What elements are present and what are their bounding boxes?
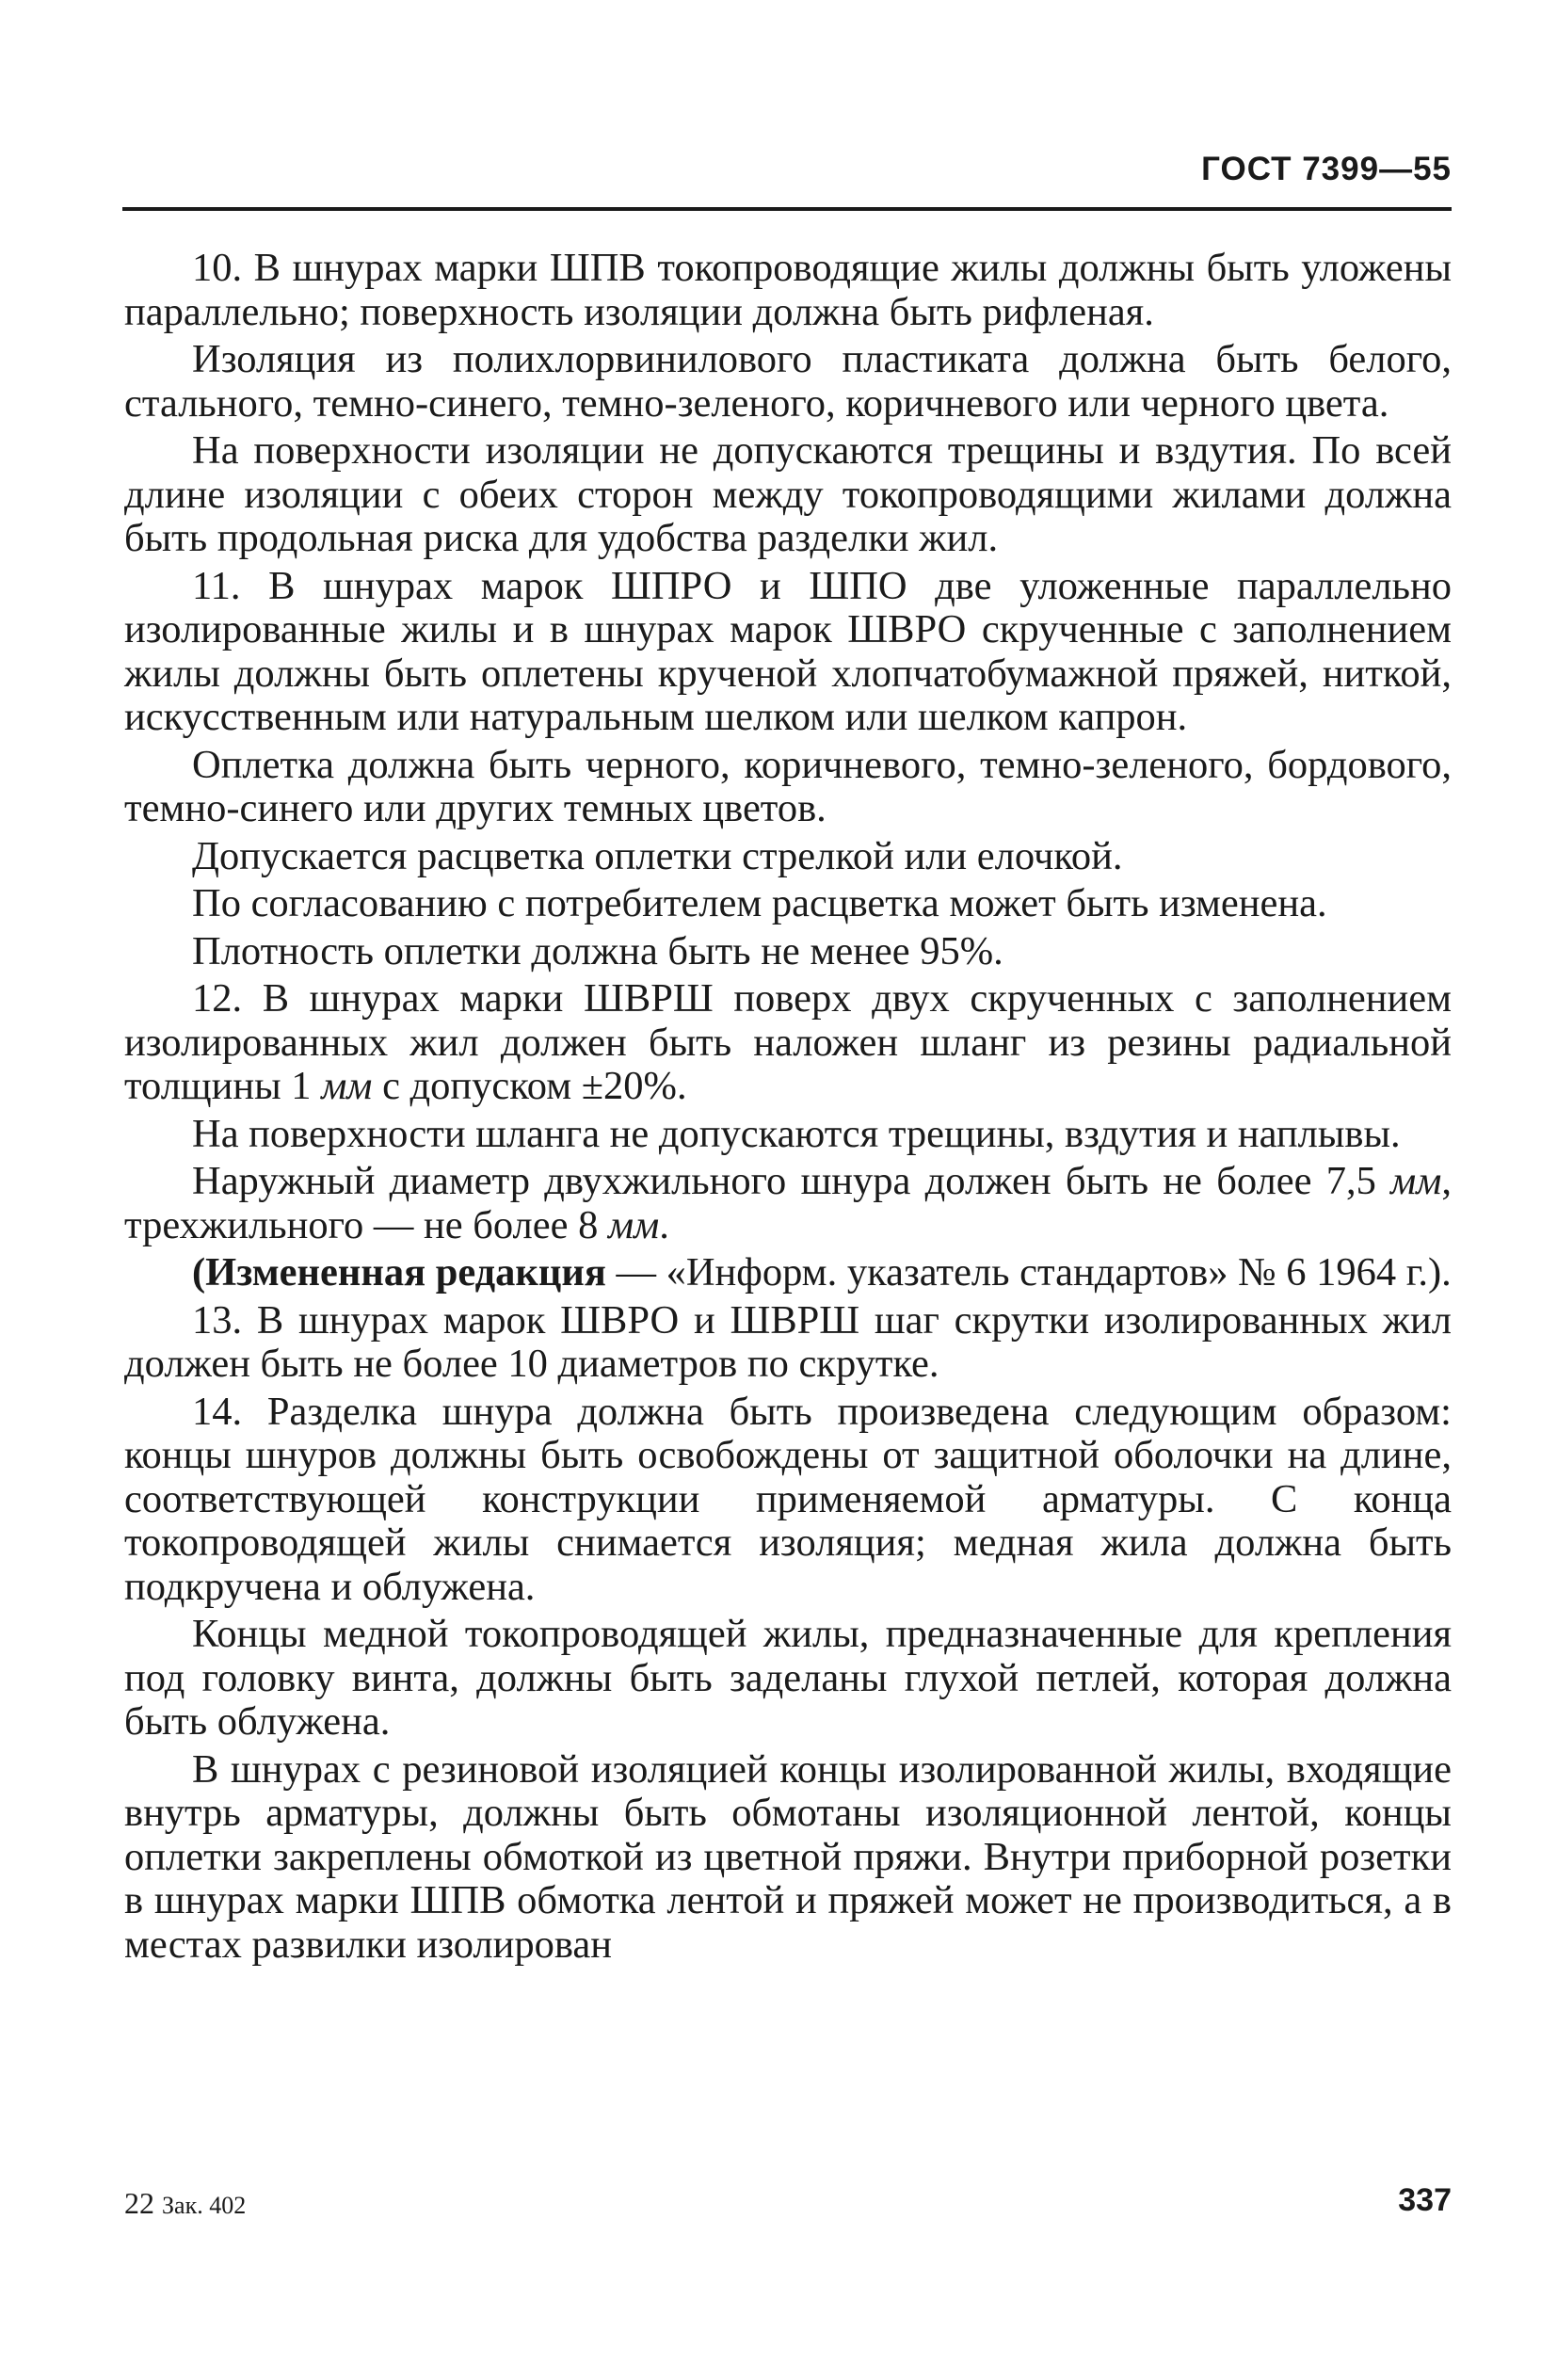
paragraph-braid-color: Оплетка должна быть черного, коричневого, темно-зеленого, бордового, темно-синего или других темных цветов. (124, 742, 1452, 830)
print-order-note (124, 2186, 246, 2221)
paragraph-revision-note (124, 1251, 1452, 1295)
header-rule (122, 207, 1452, 211)
page-number: 337 (1398, 2182, 1452, 2218)
unit-mm-2: мм (1390, 1159, 1442, 1203)
paragraph-braid-agreement: По согласованию с потребителем расцветка может быть изменена. (192, 881, 1327, 925)
outer-diameter-three-core: , трехжильного — не более 8 (124, 1159, 1453, 1247)
paragraph-13: 13. В шнурах марок ШВРО и ШВРШ шаг скрутки изолированных жил должен быть не более 10 диаметров по скрутке. (124, 1297, 1452, 1386)
signature-number: 22 (124, 2186, 154, 2220)
paragraph-14: 14. Разделка шнура должна быть произведена следующим образом: концы шнуров должны быть освобождены от защитной оболочки на длине, соответствующей конструкции применяемой арматуры. С конца токопроводящей жилы снимается изоляция; медная жила должна быть подкручена и облужена. (124, 1389, 1452, 1609)
paragraph-12-text: 12. В шнурах марки ШВРШ поверх двух скрученных с заполнением изолированных жил должен быть наложен шланг из резины радиальной толщины 1 (124, 976, 1452, 1108)
unit-mm-1: мм (321, 1064, 373, 1108)
paragraph-braid-pattern: Допускается расцветка оплетки стрелкой или елочкой. (192, 833, 1123, 878)
paragraph-copper-ends: Концы медной токопроводящей жилы, предназначенные для крепления под головку винта, должны быть заделаны глухой петлей, которая должна быть облужена. (124, 1612, 1452, 1744)
paragraph-insulation-color: Изоляция из полихлорвинилового пластиката должна быть белого, стального, темно-синего, темно-зеленого, коричневого или черного цвета. (124, 337, 1452, 426)
outer-diameter-text: Наружный диаметр двухжильного шнура должен быть не более 7,5 (192, 1159, 1376, 1203)
revision-label: (Измененная редакция (192, 1250, 606, 1295)
paragraph-hose-surface: На поверхности шланга не допускаются трещины, вздутия и наплывы. (192, 1111, 1401, 1156)
paragraph-12 (124, 977, 1452, 1109)
revision-source: — «Информ. указатель стандартов» № 6 1964 г.). (605, 1250, 1452, 1295)
unit-mm-3: мм (607, 1202, 660, 1247)
paragraph-insulation-surface: На поверхности изоляции не допускаются трещины и вздутия. По всей длине изоляции с обеих сторон между токопроводящими жилами должна быть продольная риска для удобства разделки жил. (124, 428, 1452, 560)
order-label: Зак. 402 (162, 2192, 247, 2219)
paragraph-11: 11. В шнурах марок ШПРО и ШПО две уложенные параллельно изолированные жилы и в шнурах марок ШВРО скрученные с заполнением жилы должны быть оплетены крученой хлопчатобумажной пряжей, ниткой, искусственным или натуральным шелком или шелком капрон. (124, 563, 1452, 739)
paragraph-10: 10. В шнурах марки ШПВ токопроводящие жилы должны быть уложены параллельно; поверхность изоляции должна быть рифленая. (124, 246, 1452, 334)
paragraph-braid-density: Плотность оплетки должна быть не менее 95%. (192, 928, 1003, 973)
standard-header: ГОСТ 7399—55 (1201, 151, 1452, 187)
paragraph-rubber-insulation: В шнурах с резиновой изоляцией концы изолированной жилы, входящие внутрь арматуры, должны быть обмотаны изоляционной лентой, концы оплетки закреплены обмоткой из цветной пряжи. Внутри приборной розетки в шнурах марки ШПВ обмотка лентой и пряжей может не производиться, а в местах развилки изолирован (124, 1746, 1452, 1967)
document-body (124, 247, 1452, 1970)
paragraph-outer-diameter: Наружный диаметр двухжильного шнура должен быть не более 7,5 мм, трехжильного — не более 8 мм. (124, 1159, 1453, 1247)
paragraph-12-tolerance: с допуском ±20%. (382, 1064, 687, 1108)
